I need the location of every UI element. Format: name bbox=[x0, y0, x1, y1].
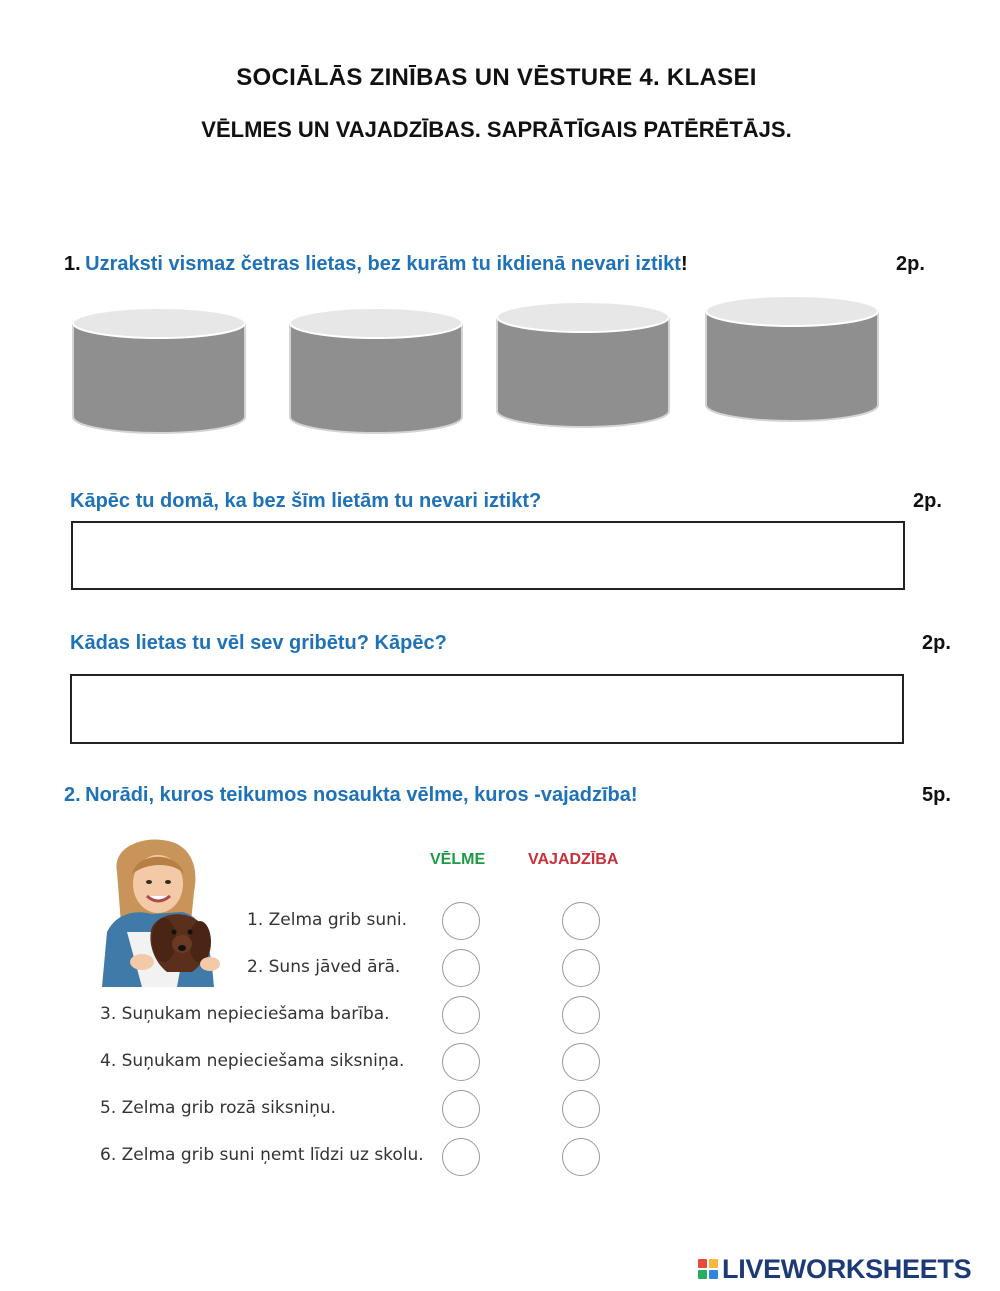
choice-need-5[interactable] bbox=[562, 1090, 600, 1128]
question-why-points: 2p. bbox=[913, 490, 942, 512]
task1-prompt bbox=[64, 253, 688, 276]
choice-need-3[interactable] bbox=[562, 996, 600, 1034]
logo-text: LIVEWORKSHEETS bbox=[722, 1253, 972, 1284]
answer-cylinder-2[interactable] bbox=[287, 305, 467, 437]
task2-number: 2. bbox=[64, 784, 81, 806]
sentence-6: 6. Zelma grib suni ņemt līdzi uz skolu. bbox=[100, 1145, 424, 1165]
sentence-1: 1. Zelma grib suni. bbox=[247, 910, 408, 930]
liveworksheets-logo bbox=[698, 1254, 971, 1284]
logo-blocks-icon bbox=[698, 1259, 718, 1279]
choice-need-2[interactable] bbox=[562, 949, 600, 987]
sentence-2: 2. Suns jāved ārā. bbox=[247, 957, 401, 977]
worksheet-title: SOCIĀLĀS ZINĪBAS UN VĒSTURE 4. KLASEI bbox=[236, 64, 757, 91]
column-header-need: VAJADZĪBA bbox=[528, 851, 619, 868]
choice-want-6[interactable] bbox=[442, 1138, 480, 1176]
answer-cylinder-3[interactable] bbox=[494, 299, 674, 431]
task2-text: Norādi, kuros teikumos nosaukta vēlme, kuros -vajadzība! bbox=[85, 784, 638, 806]
answer-cylinder-1[interactable] bbox=[70, 305, 250, 437]
choice-want-2[interactable] bbox=[442, 949, 480, 987]
question-want-points: 2p. bbox=[922, 632, 951, 654]
choice-need-4[interactable] bbox=[562, 1043, 600, 1081]
task1-exclamation: ! bbox=[680, 253, 688, 275]
task2-points: 5p. bbox=[922, 784, 951, 806]
sentence-4: 4. Suņukam nepieciešama siksniņa. bbox=[100, 1051, 405, 1071]
column-header-want: VĒLME bbox=[430, 851, 486, 868]
choice-want-3[interactable] bbox=[442, 996, 480, 1034]
choice-want-4[interactable] bbox=[442, 1043, 480, 1081]
answer-box-want[interactable] bbox=[70, 674, 904, 744]
choice-want-1[interactable] bbox=[442, 902, 480, 940]
task1-points: 2p. bbox=[896, 253, 925, 275]
sentence-3: 3. Suņukam nepieciešama barība. bbox=[100, 1004, 390, 1024]
question-want: Kādas lietas tu vēl sev gribētu? Kāpēc? bbox=[70, 632, 447, 654]
choice-want-5[interactable] bbox=[442, 1090, 480, 1128]
choice-need-1[interactable] bbox=[562, 902, 600, 940]
answer-cylinder-4[interactable] bbox=[703, 293, 883, 425]
worksheet-subtitle: VĒLMES UN VAJADZĪBAS. SAPRĀTĪGAIS PATĒRĒTĀJS. bbox=[201, 117, 792, 142]
question-why: Kāpēc tu domā, ka bez šīm lietām tu nevari iztikt? bbox=[70, 490, 542, 512]
choice-need-6[interactable] bbox=[562, 1138, 600, 1176]
task1-text: Uzraksti vismaz četras lietas, bez kurām tu ikdienā nevari iztikt bbox=[85, 253, 681, 275]
sentence-5: 5. Zelma grib rozā siksniņu. bbox=[100, 1098, 337, 1118]
task1-number: 1. bbox=[64, 253, 81, 275]
task2-prompt bbox=[64, 784, 638, 807]
girl-with-dog-photo bbox=[82, 832, 232, 987]
answer-box-why[interactable] bbox=[71, 521, 905, 590]
